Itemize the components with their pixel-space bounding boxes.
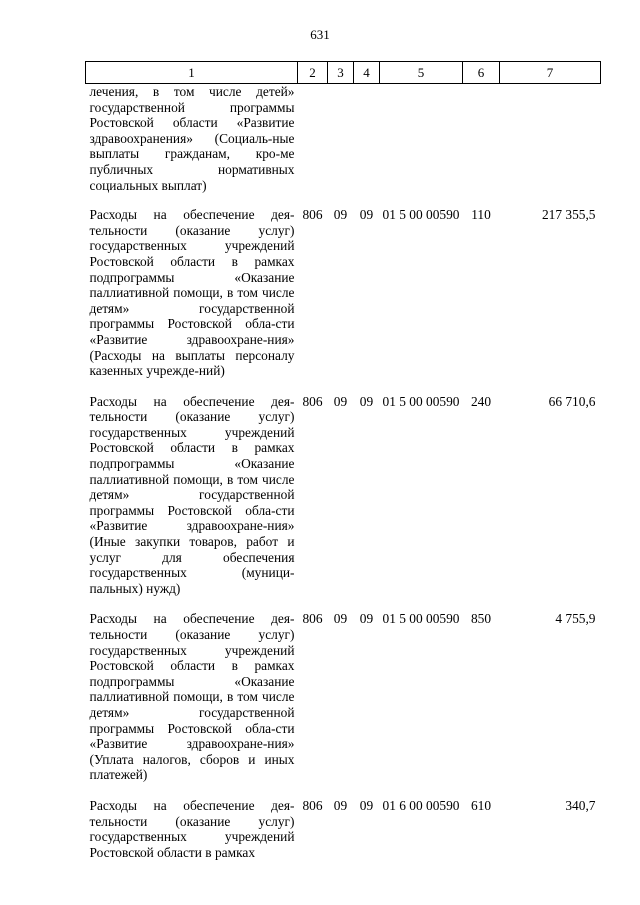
row-section: 09 <box>333 393 348 409</box>
row-target: 01 5 00 00590 <box>382 207 460 223</box>
row-amount: 66 710,6 <box>548 393 596 409</box>
row-subsection: 09 <box>359 393 374 409</box>
row-description: Расходы на обеспечение дея-тельности (оказание услуг) государственных учреждений Ростовской области в рамках подпрограммы «Оказание паллиативной помощи, в том числе детям» государственной программы Ростовской обла-сти «Развитие здравоохране-ния» (Расходы на выплаты персоналу казенных учрежде-ний) <box>89 207 295 379</box>
row-expense-type <box>463 84 500 208</box>
row-description: Расходы на обеспечение дея-тельности (оказание услуг) государственных учреждений Ростовской области в рамках <box>89 797 295 860</box>
budget-table <box>85 61 601 875</box>
row-amount <box>500 84 601 208</box>
row-subsection: 09 <box>359 611 374 627</box>
table-row <box>86 798 601 875</box>
table-row <box>86 611 601 798</box>
column-header-amount: 7 <box>500 62 601 84</box>
row-amount: 340,7 <box>565 797 596 813</box>
row-expense-type: 610 <box>470 797 492 813</box>
column-header-subsection: 4 <box>354 62 380 84</box>
column-header-description: 1 <box>86 62 298 84</box>
row-section: 09 <box>333 611 348 627</box>
row-amount: 4 755,9 <box>555 611 596 627</box>
row-expense-type: 850 <box>470 611 492 627</box>
row-amount: 217 355,5 <box>541 207 596 223</box>
row-expense-type: 240 <box>470 393 492 409</box>
row-subsection <box>354 84 380 208</box>
row-ministry: 806 <box>302 611 323 627</box>
row-description: Расходы на обеспечение дея-тельности (оказание услуг) государственных учреждений Ростовской области в рамках подпрограммы «Оказание паллиативной помощи, в том числе детям» государственной программы Ростовской обла-сти «Развитие здравоохране-ния» (Иные закупки товаров, работ и услуг для обеспечения государственных (муници-пальных) нужд) <box>89 393 295 596</box>
row-ministry: 806 <box>302 393 323 409</box>
row-target: 01 5 00 00590 <box>382 393 460 409</box>
row-ministry: 806 <box>302 797 323 813</box>
row-target: 01 6 00 00590 <box>382 797 460 813</box>
table-row <box>86 394 601 612</box>
row-section: 09 <box>333 797 348 813</box>
row-section: 09 <box>333 207 348 223</box>
row-section <box>328 84 354 208</box>
table-row <box>86 84 601 208</box>
table-row <box>86 207 601 394</box>
row-ministry: 806 <box>302 207 323 223</box>
row-target: 01 5 00 00590 <box>382 611 460 627</box>
row-subsection: 09 <box>359 207 374 223</box>
column-header-section: 3 <box>328 62 354 84</box>
row-description: лечения, в том числе детей» государственной программы Ростовской области «Развитие здравоохранения» (Социаль-ные выплаты гражданам, кро-ме публичных нормативных социальных выплат) <box>89 84 295 193</box>
row-description: Расходы на обеспечение дея-тельности (оказание услуг) государственных учреждений Ростовской области в рамках подпрограммы «Оказание паллиативной помощи, в том числе детям» государственной программы Ростовской обла-сти «Развитие здравоохране-ния» (Уплата налогов, сборов и иных платежей) <box>89 611 295 783</box>
column-header-ministry: 2 <box>298 62 328 84</box>
column-header-expense-type: 6 <box>463 62 500 84</box>
row-ministry <box>298 84 328 208</box>
row-expense-type: 110 <box>471 207 491 223</box>
column-header-target: 5 <box>380 62 463 84</box>
row-subsection: 09 <box>359 797 374 813</box>
page-number: 631 <box>310 27 330 42</box>
row-target <box>380 84 463 208</box>
table-header-row <box>86 62 601 84</box>
